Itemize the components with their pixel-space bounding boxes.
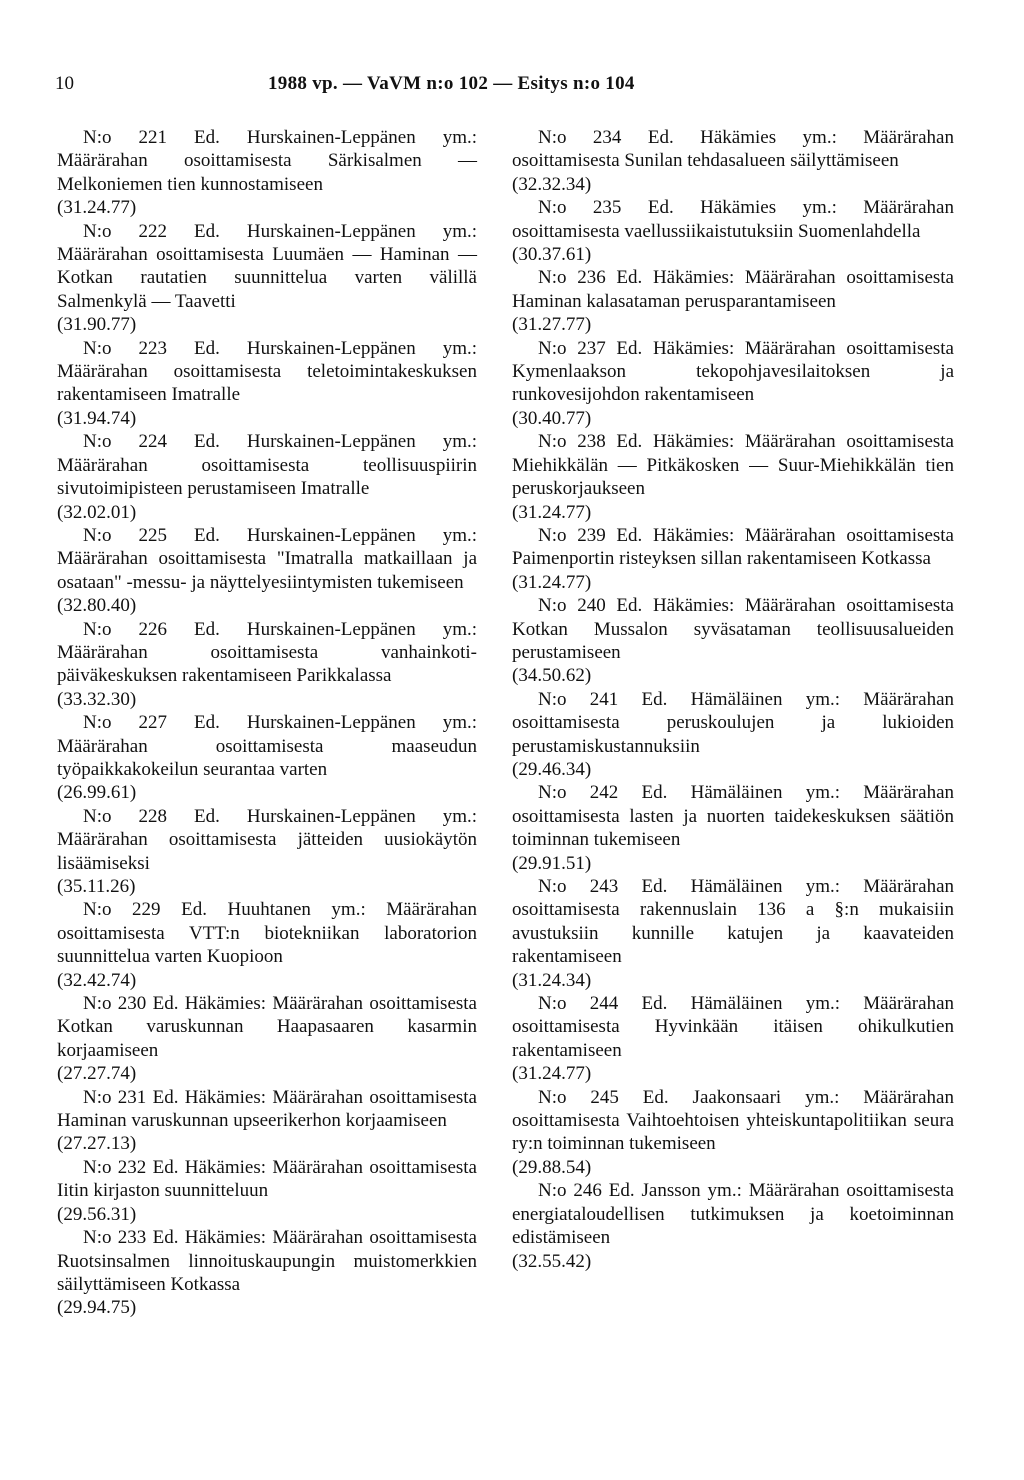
- motion-entry: [57, 711, 477, 805]
- motion-entry: [57, 220, 477, 337]
- motion-text: N:o 225 Ed. Hurskainen-Leppänen ym.: Määrärahan osoittamisesta "Imatralla matkaillaan ja osataan" -messu- ja näyttelyesiintymisten tukemiseen: [57, 524, 477, 593]
- motion-entry: [57, 805, 477, 899]
- budget-code: (33.32.30): [57, 688, 137, 710]
- motion-entry: [57, 992, 477, 1086]
- motion-entry: [57, 430, 477, 524]
- motion-entry: [57, 1156, 477, 1226]
- motion-text: N:o 236 Ed. Häkämies: Määrärahan osoittamisesta Haminan kalasataman perusparantamiseen: [512, 267, 954, 312]
- budget-code: (29.46.34): [512, 758, 592, 780]
- motion-entry: [512, 594, 954, 688]
- budget-code: (30.40.77): [512, 407, 592, 429]
- motion-text: N:o 241 Ed. Hämäläinen ym.: Määrärahan osoittamisesta peruskoulujen ja lukioiden perustamiskustannuksiin: [512, 688, 954, 757]
- budget-code: (31.24.77): [512, 571, 592, 593]
- motion-entry: [512, 875, 954, 992]
- motion-entry: [512, 337, 954, 431]
- budget-code: (31.24.34): [512, 969, 592, 991]
- motion-text: N:o 243 Ed. Hämäläinen ym.: Määrärahan osoittamisesta rakennuslain 136 a §:n mukaisiin avustuksiin kunnille katujen ja kaavateiden rakentamiseen: [512, 876, 954, 968]
- motion-entry: [57, 618, 477, 712]
- motion-text: N:o 229 Ed. Huuhtanen ym.: Määrärahan osoittamisesta VTT:n biotekniikan laboratorion suunnittelua varten Kuopioon: [57, 899, 477, 968]
- motion-text: N:o 242 Ed. Hämäläinen ym.: Määrärahan osoittamisesta lasten ja nuorten taidekeskuksen säätiön toiminnan tukemiseen: [512, 782, 954, 851]
- motion-text: N:o 245 Ed. Jaakonsaari ym.: Määrärahan osoittamisesta Vaihtoehtoisen yhteiskuntapolitiikan seura ry:n toiminnan tukemiseen: [512, 1086, 954, 1155]
- budget-code: (27.27.13): [57, 1133, 137, 1155]
- budget-code: (32.80.40): [57, 595, 137, 617]
- motion-text: N:o 230 Ed. Häkämies: Määrärahan osoittamisesta Kotkan varuskunnan Haapasaaren kasarmin korjaamiseen: [57, 993, 477, 1061]
- motion-text: N:o 221 Ed. Hurskainen-Leppänen ym.: Määrärahan osoittamisesta Särkisalmen — Melkoniemen tien kunnostamiseen: [57, 127, 477, 195]
- motion-entry: [57, 524, 477, 618]
- motion-text: N:o 244 Ed. Hämäläinen ym.: Määrärahan osoittamisesta Hyvinkään itäisen ohikulkutien rakentamiseen: [512, 993, 954, 1061]
- motion-text: N:o 228 Ed. Hurskainen-Leppänen ym.: Määrärahan osoittamisesta jätteiden uusiokäytön lisäämiseksi: [57, 805, 477, 874]
- motion-entry: [57, 898, 477, 992]
- budget-code: (30.37.61): [512, 244, 592, 266]
- motion-entry: [512, 1179, 954, 1273]
- motion-entry: [512, 126, 954, 196]
- motion-text: N:o 232 Ed. Häkämies: Määrärahan osoittamisesta Iitin kirjaston suunnitteluun: [57, 1156, 477, 1202]
- page-number: 10: [55, 73, 74, 94]
- motion-entry: [57, 1086, 477, 1156]
- motion-text: N:o 223 Ed. Hurskainen-Leppänen ym.: Määrärahan osoittamisesta teletoimintakeskuksen rakentamiseen Imatralle: [57, 337, 477, 406]
- motion-text: N:o 233 Ed. Häkämies: Määrärahan osoittamisesta Ruotsinsalmen linnoituskaupungin muistomerkkien säilyttämiseen Kotkassa: [57, 1227, 477, 1295]
- motion-entry: [512, 430, 954, 524]
- budget-code: (31.27.77): [512, 314, 592, 336]
- motion-text: N:o 246 Ed. Jansson ym.: Määrärahan osoittamisesta energiataloudellisen tutkimuksen ja koetoiminnan edistämiseen: [512, 1180, 954, 1249]
- motion-entry: [512, 688, 954, 782]
- budget-code: (31.24.77): [512, 1063, 592, 1085]
- budget-code: (26.99.61): [57, 782, 137, 804]
- budget-code: (31.90.77): [57, 314, 137, 336]
- motion-text: N:o 227 Ed. Hurskainen-Leppänen ym.: Määrärahan osoittamisesta maaseudun työpaikkakokeilun seurantaa varten: [57, 712, 477, 780]
- motion-entry: [512, 781, 954, 875]
- motion-text: N:o 231 Ed. Häkämies: Määrärahan osoittamisesta Haminan varuskunnan upseerikerhon korjaamiseen: [57, 1086, 477, 1132]
- motion-text: N:o 237 Ed. Häkämies: Määrärahan osoittamisesta Kymenlaakson tekopohjavesilaitoksen ja runkovesijohdon rakentamiseen: [512, 337, 954, 406]
- budget-code: (35.11.26): [57, 876, 136, 897]
- motion-text: N:o 235 Ed. Häkämies ym.: Määrärahan osoittamisesta vaellussiikaistutuksiin Suomenlahdella: [512, 197, 954, 242]
- budget-code: (31.24.77): [57, 197, 137, 219]
- budget-code: (32.32.34): [512, 173, 592, 195]
- budget-code: (32.02.01): [57, 501, 137, 523]
- motion-text: N:o 224 Ed. Hurskainen-Leppänen ym.: Määrärahan osoittamisesta teollisuuspiirin sivutoimipisteen perustamiseen Imatralle: [57, 431, 477, 500]
- motion-entry: [512, 992, 954, 1086]
- motion-text: N:o 238 Ed. Häkämies: Määrärahan osoittamisesta Miehikkälän — Pitkäkosken — Suur-Miehikkälän tien peruskorjaukseen: [512, 431, 954, 500]
- running-header: 1988 vp. — VaVM n:o 102 — Esitys n:o 104: [268, 73, 635, 94]
- motion-entry: [57, 337, 477, 431]
- left-column: [57, 126, 477, 1320]
- right-column: [512, 126, 954, 1273]
- budget-code: (32.55.42): [512, 1250, 592, 1272]
- motion-entry: [512, 196, 954, 266]
- motion-entry: [57, 126, 477, 220]
- budget-code: (34.50.62): [512, 665, 592, 687]
- motion-entry: [512, 1086, 954, 1180]
- budget-code: (31.24.77): [512, 501, 592, 523]
- budget-code: (29.56.31): [57, 1203, 137, 1225]
- budget-code: (31.94.74): [57, 407, 137, 429]
- motion-text: N:o 240 Ed. Häkämies: Määrärahan osoittamisesta Kotkan Mussalon syväsataman teollisuusalueiden perustamiseen: [512, 595, 954, 663]
- motion-entry: [512, 524, 954, 594]
- budget-code: (32.42.74): [57, 969, 137, 991]
- motion-text: N:o 239 Ed. Häkämies: Määrärahan osoittamisesta Paimenportin risteyksen sillan rakentamiseen Kotkassa: [512, 524, 954, 570]
- budget-code: (29.88.54): [512, 1156, 592, 1178]
- motion-text: N:o 226 Ed. Hurskainen-Leppänen ym.: Määrärahan osoittamisesta vanhainkoti-päiväkeskuksen rakentamiseen Parikkalassa: [57, 618, 477, 687]
- budget-code: (29.94.75): [57, 1297, 137, 1319]
- motion-entry: [512, 266, 954, 336]
- budget-code: (29.91.51): [512, 852, 592, 874]
- budget-code: (27.27.74): [57, 1063, 137, 1085]
- motion-text: N:o 222 Ed. Hurskainen-Leppänen ym.: Määrärahan osoittamisesta Luumäen — Haminan — Kotkan rautatien suunnittelua varten välillä Salmenkylä — Taavetti: [57, 220, 477, 312]
- motion-entry: [57, 1226, 477, 1320]
- motion-text: N:o 234 Ed. Häkämies ym.: Määrärahan osoittamisesta Sunilan tehdasalueen säilyttämiseen: [512, 127, 954, 172]
